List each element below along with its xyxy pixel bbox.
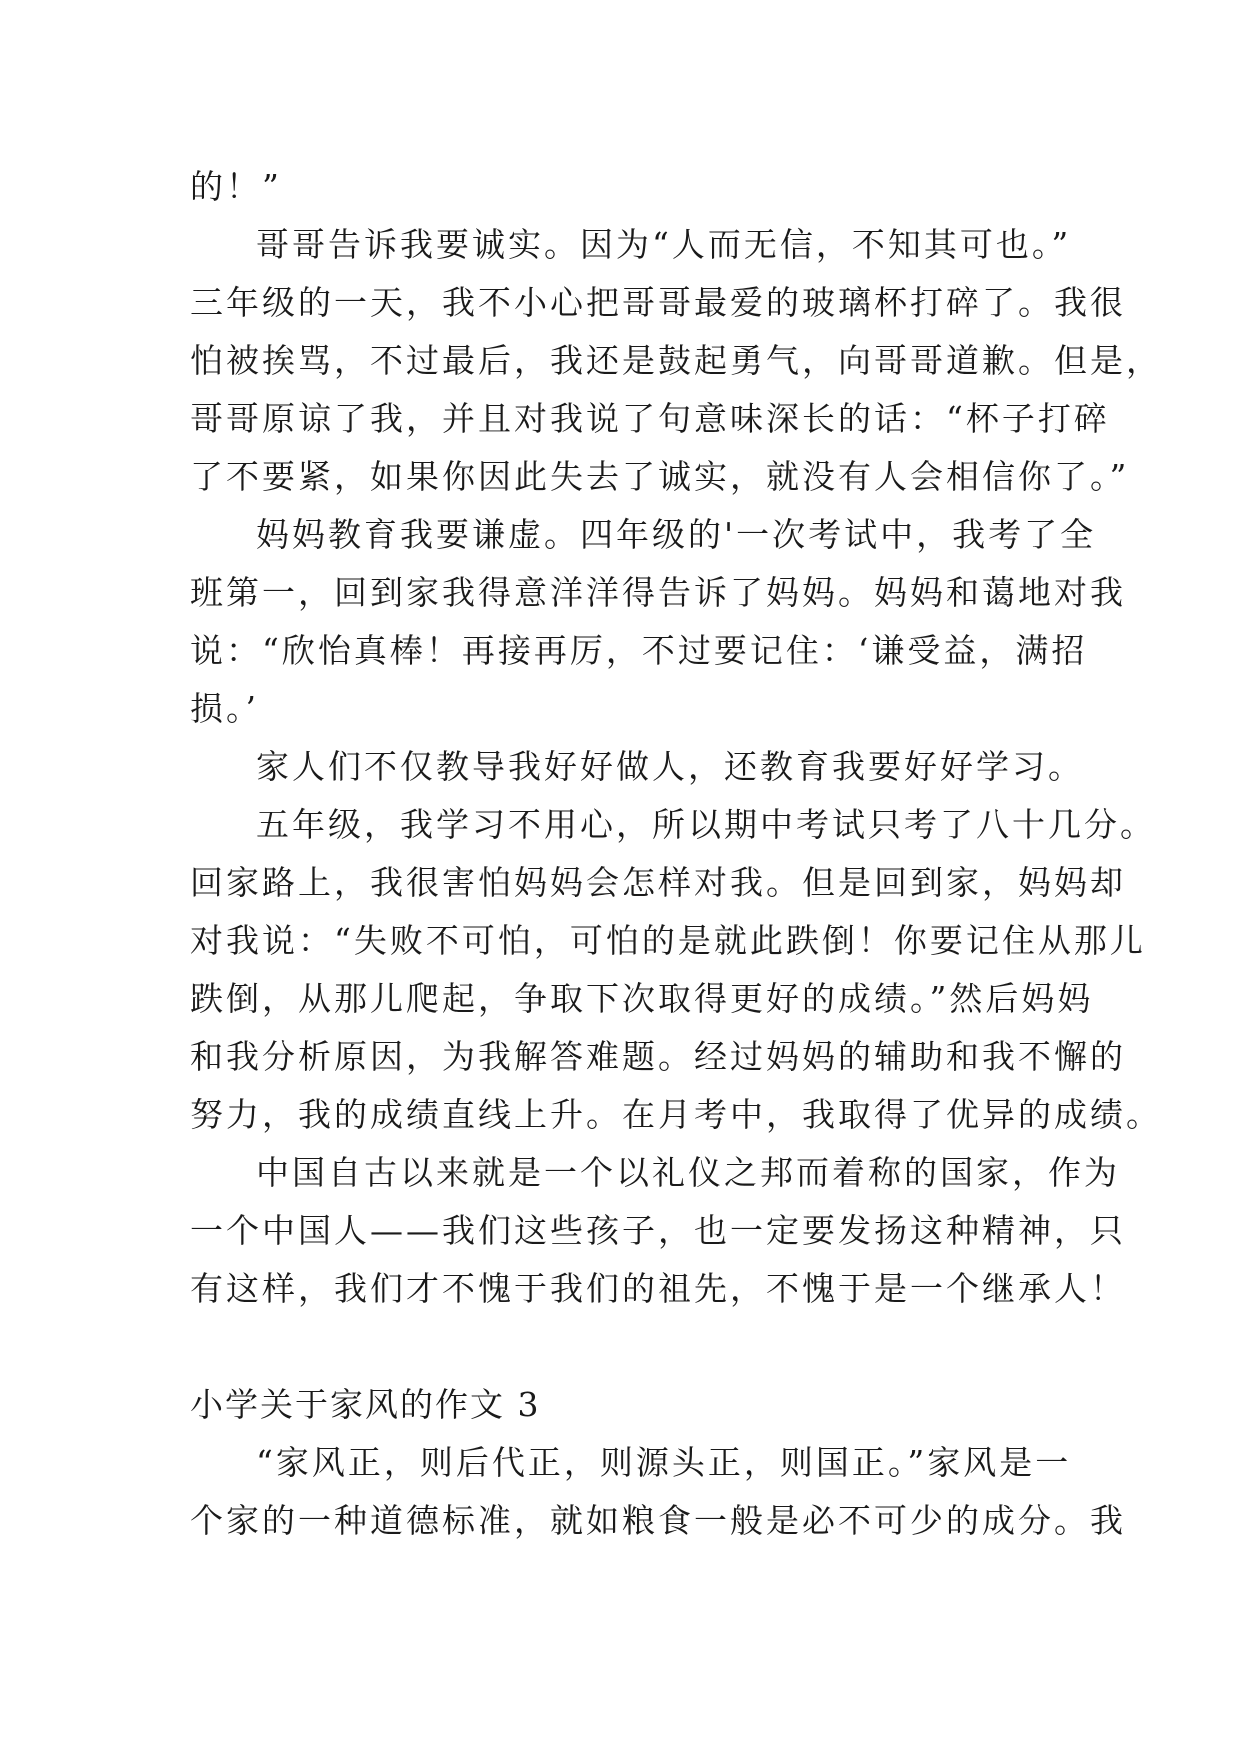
text-line: 跌倒，从那儿爬起，争取下次取得更好的成绩。”然后妈妈 (190, 979, 1094, 1018)
text-line: 回家路上，我很害怕妈妈会怎样对我。但是回到家，妈妈却 (190, 863, 1126, 902)
text-line: 哥哥原谅了我，并且对我说了句意味深长的话：“杯子打碎 (190, 399, 1110, 438)
text-line: 班第一，回到家我得意洋洋得告诉了妈妈。妈妈和蔼地对我 (190, 573, 1126, 612)
text-line: 说：“欣怡真棒！再接再厉，不过要记住：‘谦受益，满招 (190, 631, 1088, 670)
text-line: 努力，我的成绩直线上升。在月考中，我取得了优异的成绩。 (190, 1095, 1162, 1134)
text-line: 中国自古以来就是一个以礼仪之邦而着称的国家，作为 (256, 1153, 1120, 1192)
text-line: 哥哥告诉我要诚实。因为“人而无信，不知其可也。” (256, 225, 1072, 264)
text-line: 和我分析原因，为我解答难题。经过妈妈的辅助和我不懈的 (190, 1037, 1126, 1076)
text-line: 的！” (190, 167, 282, 206)
text-line: 有这样，我们才不愧于我们的祖先，不愧于是一个继承人！ (190, 1269, 1126, 1308)
text-line: 一个中国人——我们这些孩子，也一定要发扬这种精神，只 (190, 1211, 1126, 1250)
text-line: “家风正，则后代正，则源头正，则国正。”家风是一 (256, 1443, 1072, 1482)
text-line: 五年级，我学习不用心，所以期中考试只考了八十几分。 (256, 805, 1156, 844)
text-line: 妈妈教育我要谦虚。四年级的'一次考试中，我考了全 (256, 515, 1097, 554)
text-line: 家人们不仅教导我好好做人，还教育我要好好学习。 (256, 747, 1084, 786)
text-line: 三年级的一天，我不小心把哥哥最爱的玻璃杯打碎了。我很 (190, 283, 1126, 322)
text-line: 个家的一种道德标准，就如粮食一般是必不可少的成分。我 (190, 1501, 1126, 1540)
section-heading: 小学关于家风的作文 3 (190, 1385, 541, 1424)
text-line: 损。’ (190, 689, 259, 728)
text-line: 对我说：“失败不可怕，可怕的是就此跌倒！你要记住从那儿 (190, 921, 1146, 960)
text-line: 怕被挨骂，不过最后，我还是鼓起勇气，向哥哥道歉。但是， (190, 341, 1162, 380)
text-line: 了不要紧，如果你因此失去了诚实，就没有人会相信你了。” (190, 457, 1130, 496)
essay-body (190, 158, 1162, 1550)
section-spacer (190, 1318, 1056, 1376)
